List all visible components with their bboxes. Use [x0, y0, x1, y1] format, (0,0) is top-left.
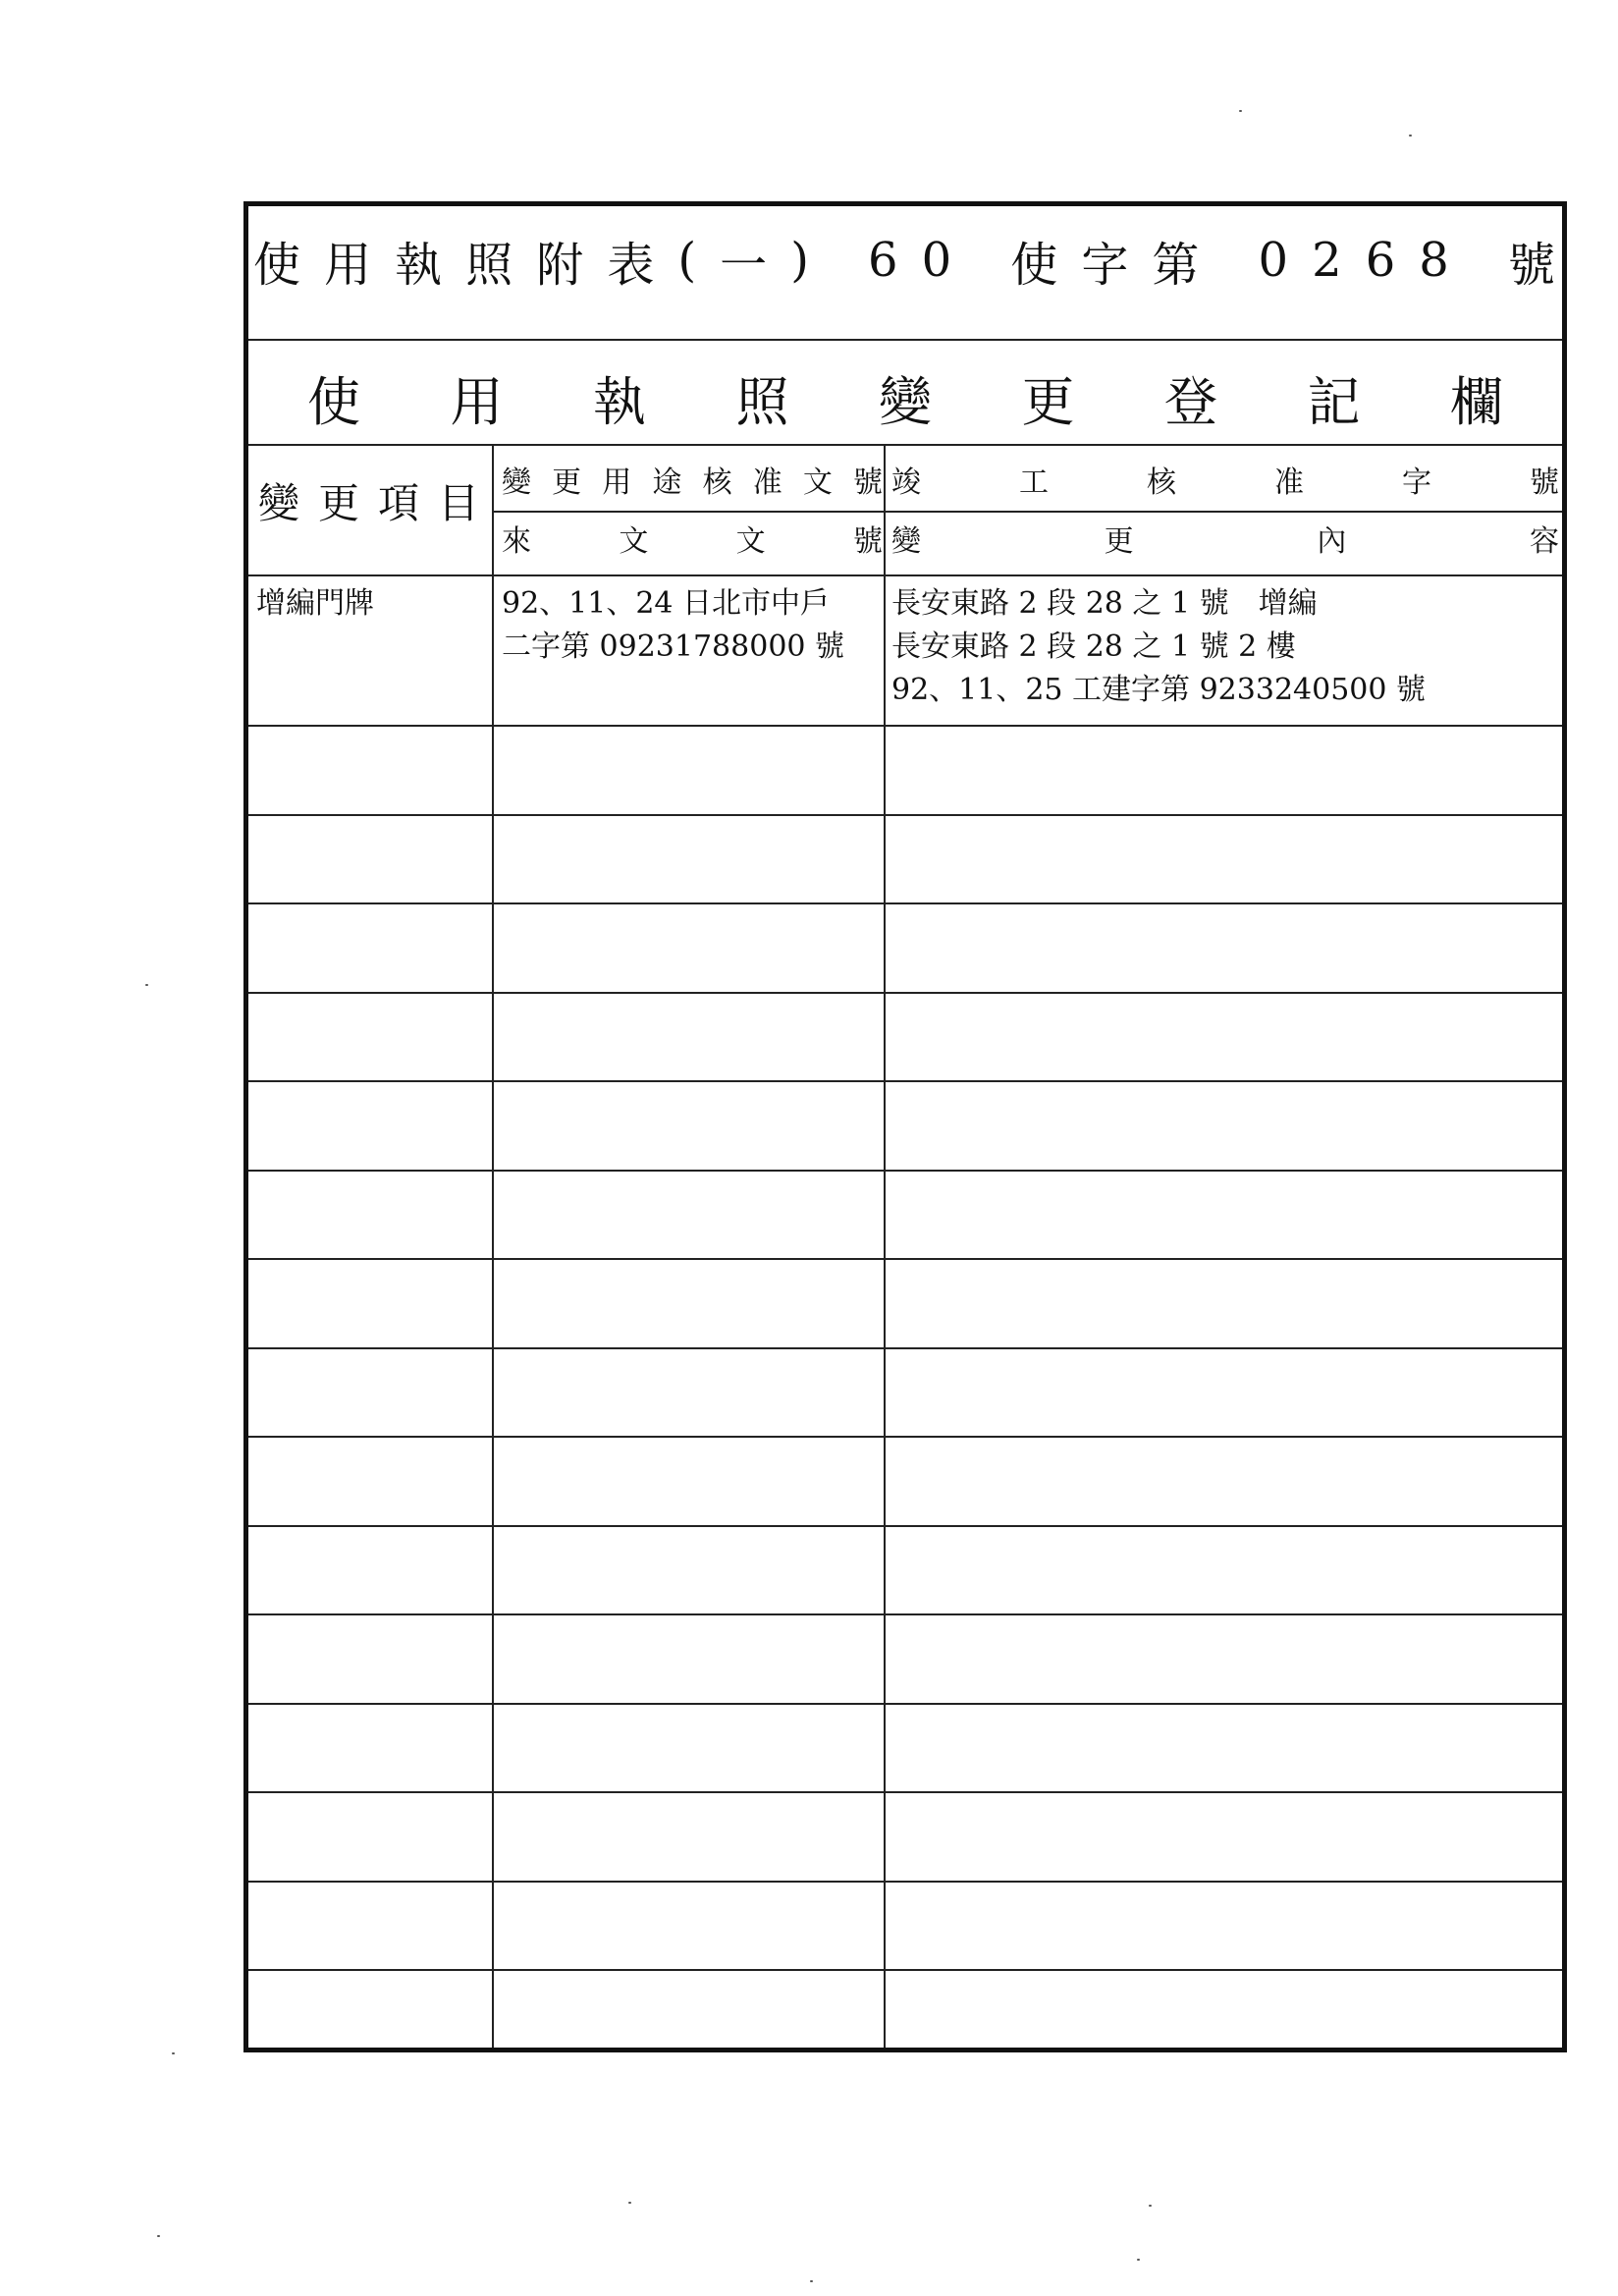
scan-speck — [1149, 2205, 1152, 2207]
completion-label-char: 准 — [1274, 465, 1304, 500]
content-label-char: 變 — [891, 524, 921, 559]
title-char: 號 — [1507, 237, 1557, 293]
row-1-content-line-3: 92、11、25 工建字第 9233240500 號 — [891, 673, 1426, 707]
title-char: 6 — [1365, 233, 1398, 288]
approval-label-char: 用 — [602, 465, 632, 500]
completion-label-char: 字 — [1402, 465, 1431, 500]
row-divider — [248, 725, 1562, 727]
title-char: 附 — [536, 237, 586, 293]
header-incoming-doc — [502, 519, 883, 558]
title-char: 0 — [921, 233, 954, 288]
title-char: 2 — [1312, 233, 1344, 288]
scan-speck — [172, 2052, 175, 2054]
approval-label-char: 變 — [502, 465, 531, 500]
column-divider — [884, 444, 886, 2048]
heading-char: 用 — [450, 370, 504, 433]
row-divider — [248, 1791, 1562, 1793]
incoming-label-char: 文 — [735, 524, 766, 559]
heading-char: 使 — [307, 370, 360, 433]
row-divider — [248, 1258, 1562, 1260]
row-divider — [248, 1436, 1562, 1438]
heading-char: 執 — [593, 370, 646, 433]
title-char: ( — [677, 233, 699, 288]
header-change-item — [258, 466, 479, 535]
content-label-char: 內 — [1317, 524, 1347, 559]
row-divider — [248, 1969, 1562, 1971]
title-char: 6 — [868, 233, 900, 288]
content-label-char: 更 — [1104, 524, 1134, 559]
content-label-char: 容 — [1529, 524, 1559, 559]
row-divider — [248, 1703, 1562, 1705]
title-char: 字 — [1081, 237, 1131, 293]
item-label-char: 更 — [317, 479, 359, 527]
row-1-doc-line-1: 92、11、24 日北市中戶 — [502, 586, 831, 621]
approval-label-char: 文 — [802, 465, 833, 500]
row-divider — [248, 992, 1562, 994]
title-char: 執 — [395, 237, 445, 293]
scan-speck — [810, 2280, 813, 2282]
row-divider — [248, 1170, 1562, 1172]
row-1-doc — [502, 582, 844, 669]
incoming-label-char: 文 — [619, 524, 649, 559]
heading-char: 更 — [1021, 370, 1075, 433]
row-1-content-line-2: 長安東路 2 段 28 之 1 號 2 樓 — [891, 629, 1296, 664]
title-char: 第 — [1152, 237, 1202, 293]
heading-char: 變 — [879, 370, 932, 433]
approval-label-char: 核 — [702, 465, 732, 500]
row-divider — [248, 902, 1562, 904]
scan-speck — [157, 2235, 160, 2237]
scan-speck — [1409, 135, 1412, 137]
completion-label-char: 工 — [1019, 465, 1049, 500]
header-change-content — [891, 519, 1559, 558]
header-approval-no — [502, 460, 883, 499]
incoming-label-char: 來 — [502, 524, 531, 559]
scan-speck — [145, 984, 148, 986]
approval-label-char: 途 — [652, 465, 682, 500]
title-char: 照 — [465, 237, 515, 293]
item-label-char: 目 — [437, 479, 479, 527]
scan-speck — [1239, 110, 1242, 112]
title-char: 0 — [1258, 233, 1291, 288]
title-char: 用 — [324, 237, 374, 293]
section-heading — [307, 354, 1503, 442]
item-label-char: 項 — [377, 479, 419, 527]
column-divider — [492, 444, 494, 2048]
row-divider — [248, 1881, 1562, 1883]
title-char: 表 — [607, 237, 657, 293]
item-label-char: 變 — [258, 479, 300, 527]
title-char: 使 — [253, 237, 303, 293]
title-char: ) — [790, 233, 811, 288]
heading-char: 記 — [1307, 370, 1361, 433]
scan-speck — [628, 2202, 631, 2204]
license-change-form — [243, 201, 1567, 2052]
row-divider — [248, 1080, 1562, 1082]
divider — [248, 574, 1562, 576]
row-divider — [248, 1613, 1562, 1615]
title-char: 8 — [1419, 233, 1451, 288]
completion-label-char: 號 — [1530, 465, 1559, 500]
approval-label-char: 准 — [752, 465, 782, 500]
divider — [248, 339, 1562, 341]
incoming-label-char: 號 — [852, 524, 883, 559]
title-char: 使 — [1010, 237, 1060, 293]
divider — [248, 444, 1562, 446]
completion-label-char: 竣 — [891, 465, 921, 500]
heading-char: 欄 — [1450, 370, 1503, 433]
divider — [492, 511, 1562, 513]
row-1-content-line-1: 長安東路 2 段 28 之 1 號 增編 — [891, 586, 1318, 621]
header-completion-no — [891, 460, 1559, 499]
row-divider — [248, 1525, 1562, 1527]
row-1-doc-line-2: 二字第 09231788000 號 — [502, 629, 845, 664]
heading-char: 照 — [735, 370, 789, 433]
approval-label-char: 更 — [552, 465, 582, 500]
title-char: 一 — [720, 237, 770, 293]
row-divider — [248, 1347, 1562, 1349]
row-1-content — [891, 582, 1426, 712]
form-title — [253, 231, 1557, 293]
completion-label-char: 核 — [1147, 465, 1176, 500]
row-1-item: 增編門牌 — [256, 586, 374, 621]
approval-label-char: 號 — [852, 465, 883, 500]
heading-char: 登 — [1164, 370, 1217, 433]
row-divider — [248, 814, 1562, 816]
scan-speck — [1137, 2259, 1140, 2261]
